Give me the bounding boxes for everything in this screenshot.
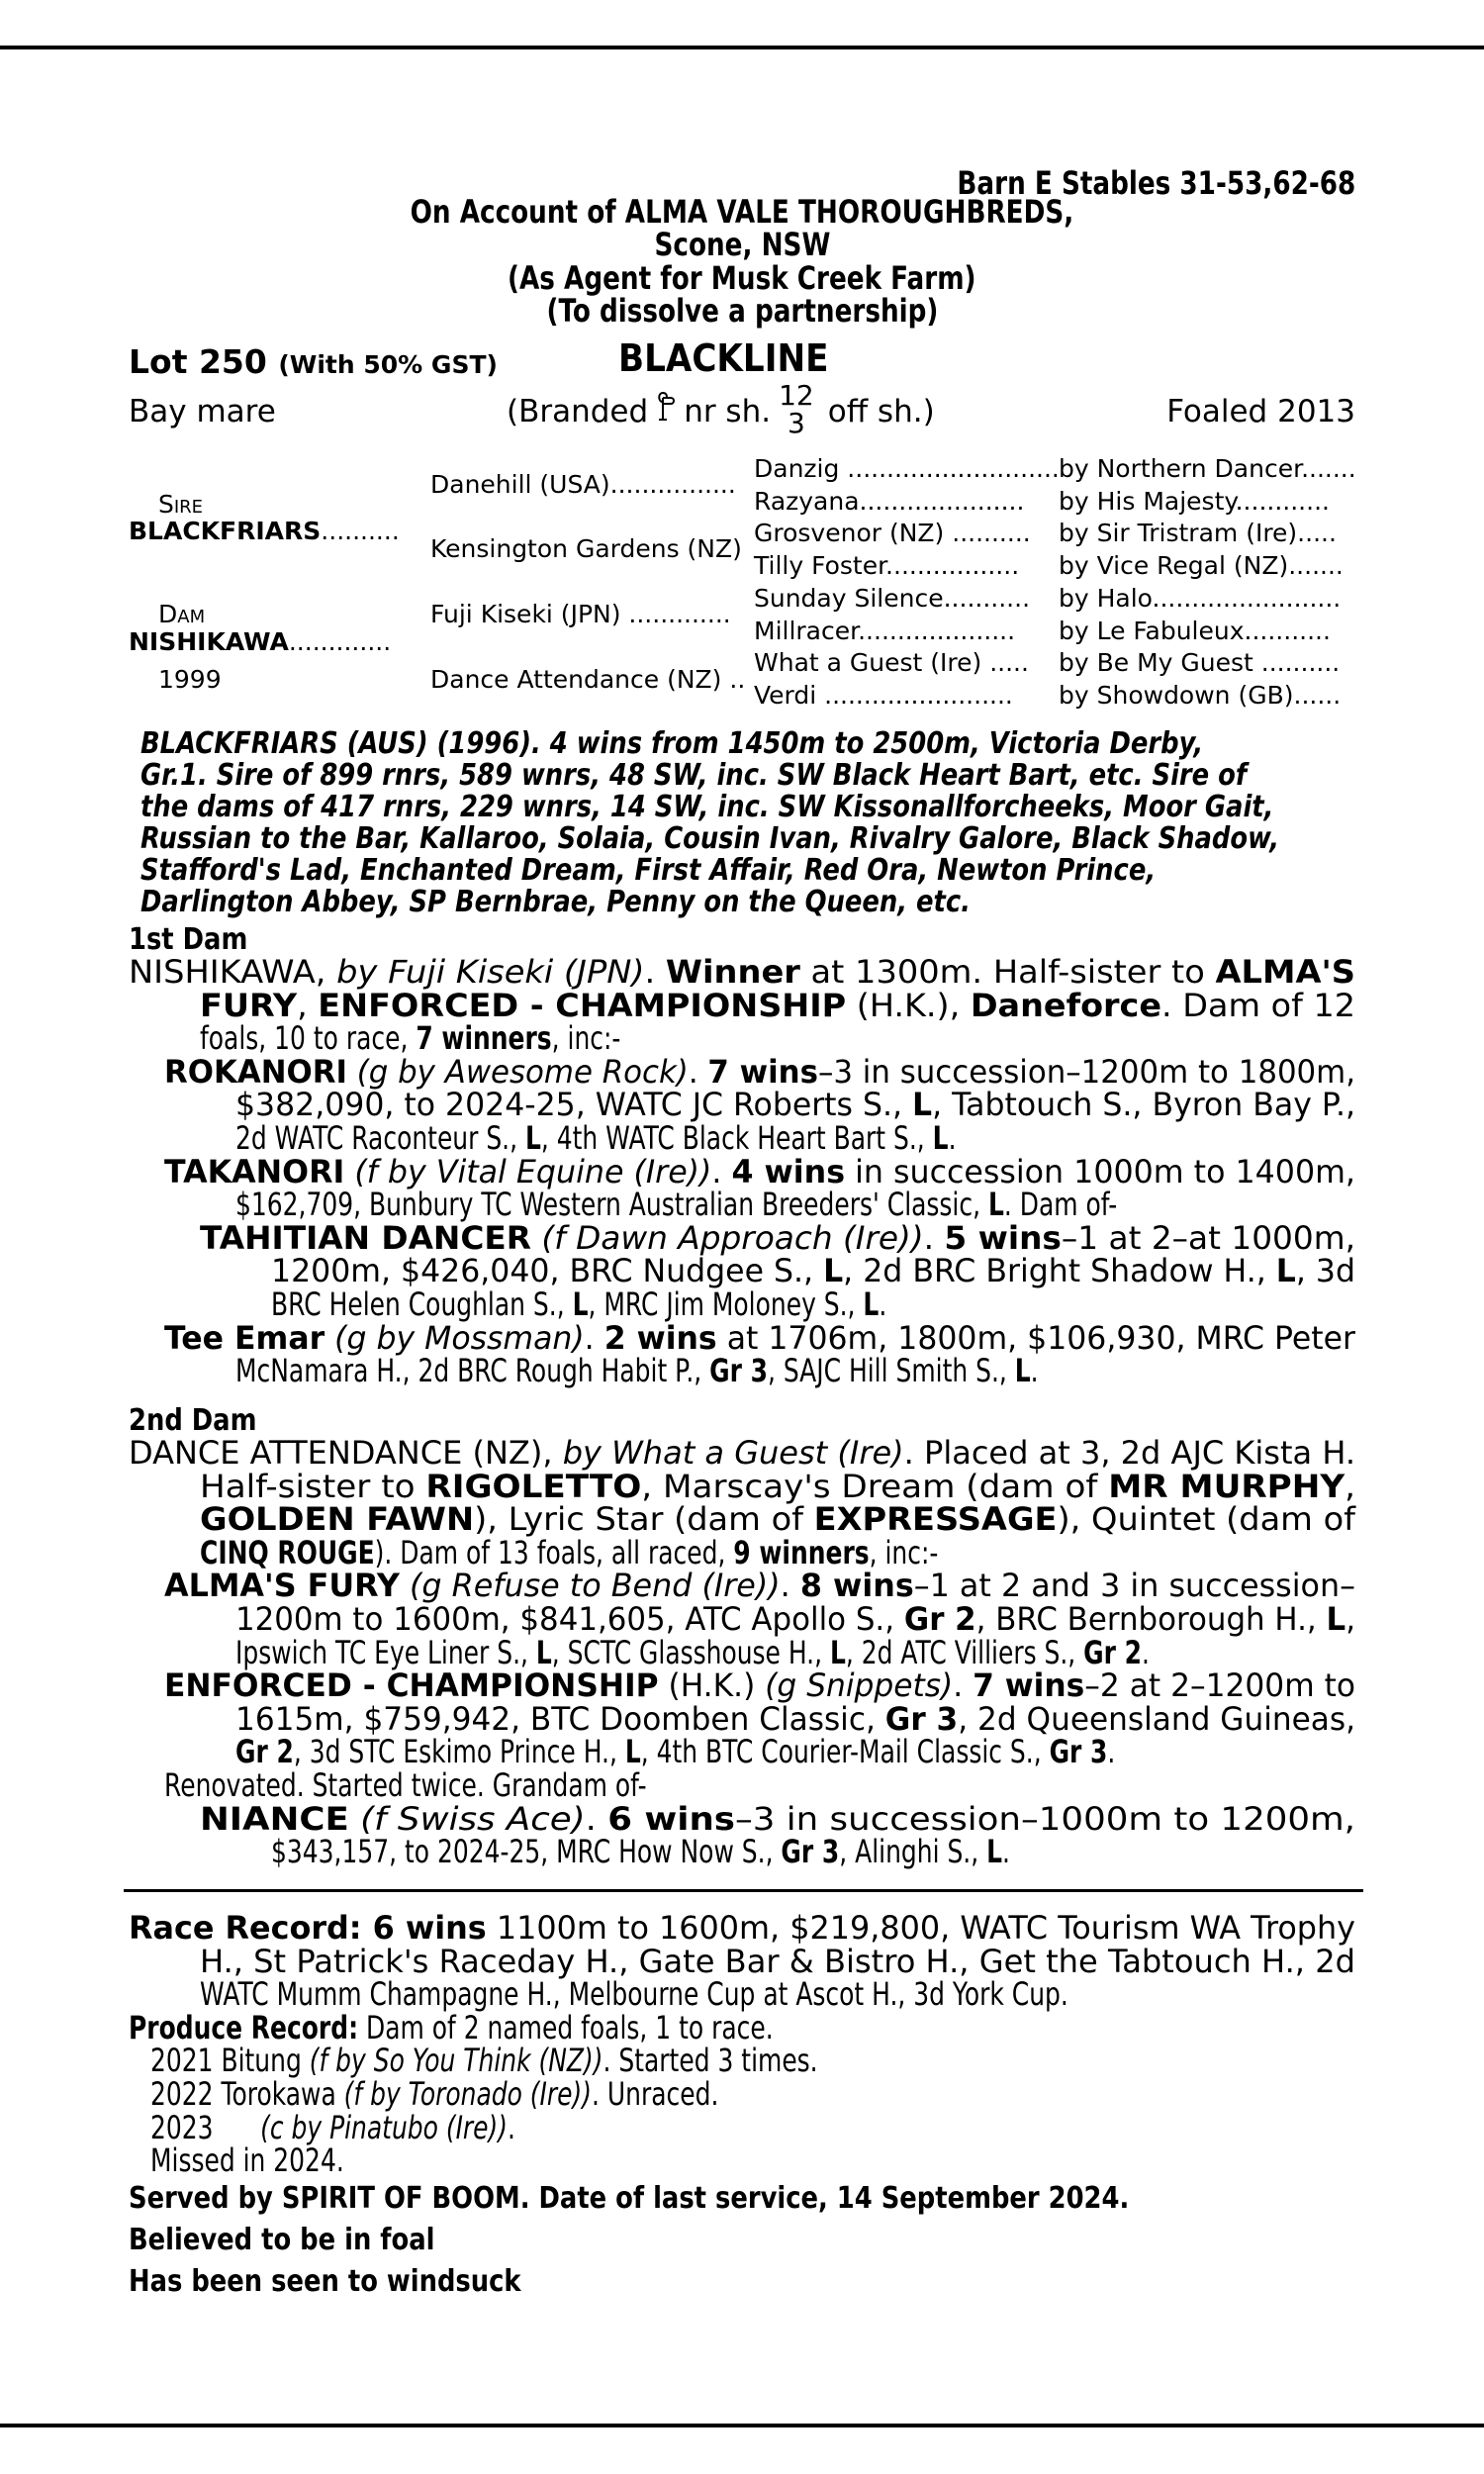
top-rule xyxy=(0,46,1484,49)
pedigree-gen2: Dance Attendance (NZ) .. xyxy=(430,665,746,694)
service-note: Served by SPIRIT OF BOOM. Date of last service, 14 September 2024. xyxy=(129,2181,1130,2216)
sire-summary-line: Russian to the Bar, Kallaroo, Solaia, Cousin Ivan, Rivalry Galore, Black Shadow, xyxy=(140,821,1280,856)
sire-summary-line: Stafford's Lad, Enchanted Dream, First Affair, Red Ora, Newton Prince, xyxy=(140,853,1157,888)
text-line: Tee Emar (g by Mossman). 2 wins at 1706m, 1800m, $106,930, MRC Peter xyxy=(164,1318,1355,1357)
brand-near-side: nr sh. xyxy=(684,394,772,429)
pedigree-gen3-name: Tilly Foster................. xyxy=(754,551,1020,581)
pedigree-gen3-name: Grosvenor (NZ) .......... xyxy=(754,519,1031,548)
pedigree-gen3-sire: by Sir Tristram (Ire)..... xyxy=(1059,519,1337,548)
dam-name: NISHIKAWA............. xyxy=(129,627,392,656)
text-line: ENFORCED - CHAMPIONSHIP (H.K.) (g Snippets). 7 wins–2 at 2–1200m to xyxy=(164,1666,1355,1705)
text-line: H., St Patrick's Raceday H., Gate Bar & Bistro H., Get the Tabtouch H., 2d xyxy=(200,1942,1355,1980)
text-line: Race Record: 6 wins 1100m to 1600m, $219,800, WATC Tourism WA Trophy xyxy=(129,1909,1355,1947)
foaled-year: Foaled 2013 xyxy=(1166,394,1355,429)
sire-summary-line: Gr.1. Sire of 899 rnrs, 589 wnrs, 48 SW, inc. SW Black Heart Bart, etc. Sire of xyxy=(140,758,1248,793)
second-dam-heading: 2nd Dam xyxy=(129,1403,257,1438)
text-line: $162,709, Bunbury TC Western Australian Breeders' Classic, L. Dam of- xyxy=(235,1186,1118,1224)
dam-label: Dam xyxy=(158,600,206,628)
partnership-note: (To dissolve a partnership) xyxy=(546,292,938,330)
text-line: TAHITIAN DANCER (f Dawn Approach (Ire)). 5 wins–1 at 2–at 1000m, xyxy=(200,1218,1355,1257)
text-line: ALMA'S FURY (g Refuse to Bend (Ire)). 8 wins–1 at 2 and 3 in succession– xyxy=(164,1567,1355,1605)
text-line: Missed in 2024. xyxy=(149,2141,344,2180)
text-line: 2d WATC Raconteur S., L, 4th WATC Black Heart Bart S., L. xyxy=(235,1119,957,1157)
vendor-line: On Account of ALMA VALE THOROUGHBREDS, xyxy=(410,193,1074,231)
bottom-rule xyxy=(0,2424,1484,2427)
text-line: 2023 (c by Pinatubo (Ire)). xyxy=(149,2108,515,2146)
pedigree-gen3-name: Sunday Silence........... xyxy=(754,583,1031,613)
pedigree-gen3-sire: by Northern Dancer....... xyxy=(1059,454,1356,483)
brand-off-side: off sh.) xyxy=(827,394,935,429)
sire-name: BLACKFRIARS.......... xyxy=(129,517,400,545)
text-line: 1615m, $759,942, BTC Doomben Classic, Gr 3, 2d Queensland Guineas, xyxy=(235,1699,1355,1738)
vendor-location: Scone, NSW xyxy=(654,226,830,263)
text-line: ROKANORI (g by Awesome Rock). 7 wins–3 in succession–1200m to 1800m, xyxy=(164,1052,1355,1091)
text-line: GOLDEN FAWN), Lyric Star (dam of EXPRESSAGE), Quintet (dam of xyxy=(200,1500,1355,1539)
text-line: McNamara H., 2d BRC Rough Habit P., Gr 3, SAJC Hill Smith S., L. xyxy=(235,1352,1039,1390)
text-line: 1200m to 1600m, $841,605, ATC Apollo S., Gr 2, BRC Bernborough H., L, xyxy=(235,1600,1355,1638)
first-dam-heading: 1st Dam xyxy=(129,922,248,957)
pedigree-gen3-sire: by Halo........................ xyxy=(1059,583,1342,613)
dam-year: 1999 xyxy=(158,665,222,694)
text-line: $343,157, to 2024-25, MRC How Now S., Gr 3, Alinghi S., L. xyxy=(271,1833,1010,1871)
brand-description xyxy=(507,379,935,439)
text-line: BRC Helen Coughlan S., L, MRC Jim Moloney S., L. xyxy=(271,1285,887,1323)
lot-number xyxy=(129,342,498,381)
text-line: WATC Mumm Champagne H., Melbourne Cup at Ascot H., 3d York Cup. xyxy=(200,1975,1068,2014)
text-line: CINQ ROUGE). Dam of 13 foals, all raced, 9 winners, inc:- xyxy=(200,1533,939,1571)
pedigree-gen2: Danehill (USA)................ xyxy=(430,470,736,499)
text-line: Renovated. Started twice. Grandam of- xyxy=(164,1766,647,1804)
gst-note: (With 50% GST) xyxy=(278,350,498,379)
pedigree-gen3-sire: by Showdown (GB)...... xyxy=(1059,680,1342,710)
brand-number: 12 3 xyxy=(779,379,814,439)
barn-location: Barn E Stables 31-53,62-68 xyxy=(957,164,1355,202)
sire-summary-line: BLACKFRIARS (AUS) (1996). 4 wins from 1450m to 2500m, Victoria Derby, xyxy=(140,726,1204,761)
brand-mark-icon xyxy=(654,390,680,420)
text-line: Gr 2, 3d STC Eskimo Prince H., L, 4th BTC Courier-Mail Classic S., Gr 3. xyxy=(235,1733,1116,1771)
text-line: NISHIKAWA, by Fuji Kiseki (JPN). Winner at 1300m. Half-sister to ALMA'S xyxy=(129,953,1355,991)
text-line: foals, 10 to race, 7 winners, inc:- xyxy=(200,1019,621,1058)
sire-summary xyxy=(140,728,1355,918)
text-line: 2021 Bitung (f by So You Think (NZ)). Started 3 times. xyxy=(149,2042,818,2080)
text-line: $382,090, to 2024-25, WATC JC Roberts S., L, Tabtouch S., Byron Bay P., xyxy=(235,1086,1355,1124)
text-line: FURY, ENFORCED - CHAMPIONSHIP (H.K.), Daneforce. Dam of 12 xyxy=(200,986,1355,1024)
horse-description: Bay mare xyxy=(129,394,276,429)
pedigree-gen3-name: What a Guest (Ire) ..... xyxy=(754,648,1029,678)
pedigree-gen3-name: Razyana..................... xyxy=(754,486,1025,516)
text-line: 2022 Torokawa (f by Toronado (Ire)). Unraced. xyxy=(149,2075,718,2113)
text-line: 1200m, $426,040, BRC Nudgee S., L, 2d BRC Bright Shadow H., L, 3d xyxy=(271,1252,1355,1290)
text-line: NIANCE (f Swiss Ace). 6 wins–3 in succession–1000m to 1200m, xyxy=(200,1799,1355,1838)
text-line: Ipswich TC Eye Liner S., L, SCTC Glasshouse H., L, 2d ATC Villiers S., Gr 2. xyxy=(235,1633,1150,1671)
in-foal-note: Believed to be in foal xyxy=(129,2223,435,2257)
sire-label: Sire xyxy=(158,490,204,519)
windsuck-note: Has been seen to windsuck xyxy=(129,2264,521,2299)
sire-summary-line: Darlington Abbey, SP Bernbrae, Penny on the Queen, etc. xyxy=(140,885,971,919)
pedigree-gen2: Fuji Kiseki (JPN) ............. xyxy=(430,600,731,628)
pedigree-gen3-sire: by Vice Regal (NZ)....... xyxy=(1059,551,1344,581)
pedigree-gen2: Kensington Gardens (NZ) xyxy=(430,534,742,563)
horse-name: BLACKLINE xyxy=(618,336,829,380)
text-line: DANCE ATTENDANCE (NZ), by What a Guest (Ire). Placed at 3, 2d AJC Kista H. xyxy=(129,1434,1355,1472)
sire-summary-line: the dams of 417 rnrs, 229 wnrs, 14 SW, inc. SW Kissonallforcheeks, Moor Gait, xyxy=(140,790,1274,824)
pedigree-gen3-name: Millracer.................... xyxy=(754,616,1016,645)
pedigree-gen3-name: Verdi ........................ xyxy=(754,680,1013,710)
pedigree-gen3-sire: by His Majesty............ xyxy=(1059,486,1330,516)
agent-line: (As Agent for Musk Creek Farm) xyxy=(508,259,976,297)
brand-prefix: (Branded xyxy=(507,394,649,429)
text-line: Produce Record: Dam of 2 named foals, 1 to race. xyxy=(129,2008,774,2046)
pedigree-gen3-sire: by Le Fabuleux........... xyxy=(1059,616,1331,645)
pedigree-gen3-sire: by Be My Guest .......... xyxy=(1059,648,1341,678)
pedigree-gen3-name: Danzig ........................... xyxy=(754,454,1060,483)
section-divider xyxy=(124,1889,1363,1892)
text-line: TAKANORI (f by Vital Equine (Ire)). 4 wins in succession 1000m to 1400m, xyxy=(164,1152,1355,1190)
lot-label: Lot 250 xyxy=(129,342,267,381)
text-line: Half-sister to RIGOLETTO, Marscay's Dream (dam of MR MURPHY, xyxy=(200,1467,1355,1505)
